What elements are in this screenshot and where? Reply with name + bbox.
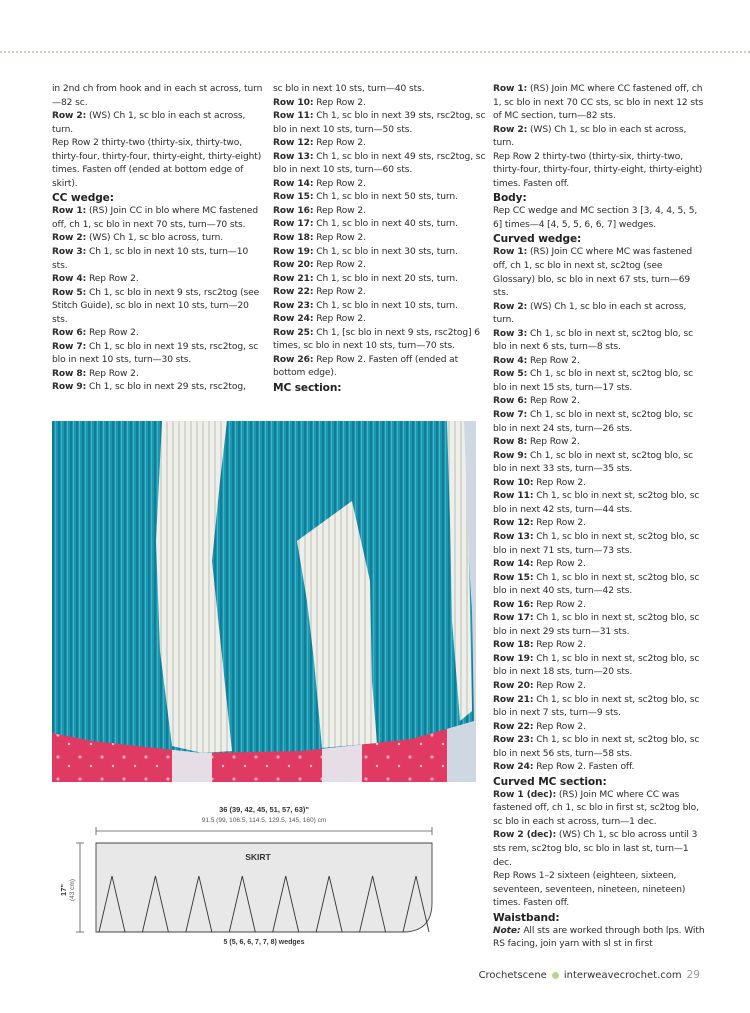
skirt-label: SKIRT: [245, 852, 271, 862]
row-label: Row 1 (dec):: [493, 789, 557, 800]
pattern-row: [273, 205, 487, 219]
row-label: Row 10:: [493, 477, 534, 488]
section-heading-mc-section: MC section:: [273, 382, 342, 395]
row-list: [493, 83, 707, 151]
row-list: [493, 789, 707, 870]
pattern-row: [273, 313, 487, 327]
row-text: (RS) Join MC where CC was fastened off, ch 1, sc blo in first st, sc2tog blo, sc blo in each st across, turn—1 dec.: [493, 789, 699, 827]
row-label: Row 26:: [273, 354, 314, 365]
pattern-row: [273, 327, 487, 354]
pattern-row: [493, 124, 707, 151]
row-label: Row 15:: [493, 572, 534, 583]
row-label: Row 14:: [493, 559, 534, 570]
row-label: Row 1:: [493, 84, 528, 94]
row-label: Row 17:: [493, 613, 534, 624]
row-label: Row 10:: [273, 97, 314, 108]
row-text: Ch 1, sc blo in next 20 sts, turn.: [313, 273, 458, 284]
row-list: [273, 97, 487, 381]
row-label: Row 7:: [493, 410, 528, 421]
pattern-row: [273, 110, 487, 137]
row-text: Ch 1, sc blo in next 30 sts, turn.: [313, 246, 458, 257]
row-label: Row 19:: [273, 246, 314, 257]
pattern-row: [493, 558, 707, 572]
row-label: Row 2 (dec):: [493, 830, 557, 841]
row-text: Ch 1, sc blo in next st, sc2tog blo, sc blo in next 15 sts, turn—17 sts.: [493, 369, 694, 393]
row-text: Rep Row 2.: [313, 287, 366, 298]
row-label: Row 22:: [273, 287, 314, 298]
row-text: Rep Row 2.: [533, 477, 586, 488]
height-inches: 17": [59, 884, 68, 896]
paragraph: Rep Row 2 thirty-two (thirty-six, thirty-two, thirty-four, thirty-four, thirty-eight, thirty-eight) times. Fasten off (ended at bottom edge of skirt).: [52, 138, 262, 189]
width-inches: 36 (39, 42, 45, 51, 57, 63)": [219, 805, 309, 814]
pattern-row: [493, 612, 707, 639]
row-text: Rep Row 2.: [313, 314, 366, 325]
pattern-row: [273, 273, 487, 287]
row-label: Row 1:: [52, 206, 87, 217]
pattern-row: [493, 477, 707, 491]
row-text: Ch 1, sc blo in next st, sc2tog blo, sc blo in next 7 sts, turn—9 sts.: [493, 694, 700, 719]
pattern-row: [273, 178, 487, 192]
paragraph: Rep CC wedge and MC section 3 [3, 4, 4, 5, 5, 6] times—4 [4, 5, 5, 6, 6, 7] wedges.: [493, 206, 698, 230]
pattern-row: [52, 327, 266, 341]
row-label: Row 12:: [493, 518, 534, 529]
magazine-name: Crochetscene: [478, 970, 547, 981]
pattern-row: [52, 381, 266, 395]
pattern-row: [493, 301, 707, 328]
pattern-row: [493, 639, 707, 653]
top-dotted-rule: [0, 51, 750, 53]
row-text: Rep Row 2.: [313, 205, 366, 216]
pattern-row: [493, 694, 707, 721]
row-text: Ch 1, sc blo in next 39 sts, rsc2tog, sc blo in next 10 sts, turn—50 sts.: [273, 111, 486, 135]
pattern-row: [493, 328, 707, 355]
row-text: Rep Row 2.: [527, 437, 580, 448]
text-column-3: [493, 83, 707, 952]
row-label: Row 12:: [273, 138, 314, 149]
row-label: Row 11:: [273, 111, 314, 122]
pattern-row: [52, 287, 266, 328]
row-text: Rep Row 2.: [86, 368, 139, 379]
paragraph: in 2nd ch from hook and in each st across, turn—82 sc.: [52, 84, 263, 108]
pattern-row: [52, 341, 266, 368]
width-cm: 91.5 (99, 106.5, 114.5, 129.5, 145, 160) cm: [201, 817, 327, 824]
pattern-row: [493, 829, 707, 870]
pattern-row: [493, 789, 707, 830]
wedge-count-label: 5 (5, 6, 6, 7, 7, 8) wedges: [223, 939, 305, 946]
row-label: Row 24:: [493, 762, 534, 773]
pattern-row: [493, 490, 707, 517]
page-footer: [0, 969, 700, 981]
row-label: Row 17:: [273, 219, 314, 230]
pattern-row: [493, 436, 707, 450]
pattern-row: [273, 232, 487, 246]
row-list: [52, 205, 266, 395]
row-label: Row 22:: [493, 721, 534, 732]
row-text: Rep Row 2.: [533, 559, 586, 570]
row-label: Row 2:: [493, 124, 528, 135]
row-text: Ch 1, sc blo in next st, sc2tog blo, sc blo in next 33 sts, turn—35 sts.: [493, 450, 694, 475]
pattern-row: [52, 232, 266, 246]
section-heading-curved-mc: Curved MC section:: [493, 775, 607, 788]
row-label: Row 11:: [493, 491, 534, 502]
skirt-illustration: [52, 421, 476, 782]
pattern-row: [493, 572, 707, 599]
row-text: Rep Row 2.: [313, 138, 366, 149]
pattern-row: [493, 761, 707, 775]
row-label: Row 19:: [493, 653, 534, 664]
row-text: Ch 1, sc blo in next st, sc2tog blo, sc blo in next 18 sts, turn—20 sts.: [493, 653, 700, 678]
row-label: Row 18:: [493, 640, 534, 651]
row-label: Row 25:: [273, 327, 314, 338]
row-text: Ch 1, sc blo in next 49 sts, rsc2tog, sc blo in next 10 sts, turn—60 sts.: [273, 151, 486, 176]
pattern-row: [273, 151, 487, 178]
text-column-2: [273, 83, 487, 395]
row-label: Row 3:: [52, 247, 87, 258]
row-text: Ch 1, sc blo in next st, sc2tog blo, sc blo in next 29 sts turn—31 sts.: [493, 613, 700, 637]
row-text: (RS) Join CC in blo where MC fastened off, ch 1, sc blo in next 70 sts, turn—70 sts.: [52, 206, 259, 230]
row-text: Ch 1, sc blo in next 50 sts, turn.: [313, 192, 458, 203]
row-label: Row 20:: [493, 680, 534, 691]
note: Note: All sts are worked through both lps. With RS facing, join yarn with sl st in first: [493, 925, 705, 950]
row-text: Ch 1, sc blo in next st, sc2tog blo, sc blo in next 71 sts, turn—73 sts.: [493, 531, 700, 556]
pattern-row: [52, 368, 266, 382]
row-label: Row 7:: [52, 341, 87, 352]
pattern-row: [493, 246, 707, 300]
row-text: Rep Row 2.: [533, 518, 586, 529]
pattern-row: [493, 531, 707, 558]
section-heading-curved-wedge: Curved wedge:: [493, 233, 582, 246]
row-label: Row 24:: [273, 314, 314, 325]
row-text: Rep Row 2.: [527, 396, 580, 407]
row-text: (WS) Ch 1, sc blo in each st across, turn.: [493, 301, 687, 326]
row-label: Row 9:: [52, 382, 87, 393]
pattern-row: [493, 450, 707, 477]
row-label: Row 9:: [493, 450, 528, 461]
pattern-row: [493, 355, 707, 369]
row-text: (RS) Join MC where CC fastened off, ch 1, sc blo in next 70 CC sts, sc blo in next 12 sts of MC section, turn—82 sts.: [493, 84, 704, 122]
pattern-row: [493, 83, 707, 124]
row-label: Row 21:: [493, 694, 534, 705]
row-label: Row 2:: [52, 233, 87, 244]
row-label: Row 8:: [493, 437, 528, 448]
pattern-row: [273, 218, 487, 232]
row-label: Row 2:: [493, 301, 528, 312]
row-label: Row 14:: [273, 178, 314, 189]
row-label: Row 16:: [273, 205, 314, 216]
row-text: Rep Row 2.: [527, 355, 580, 366]
row-text: Ch 1, sc blo in next st, sc2tog blo, sc blo in next 6 sts, turn—8 sts.: [493, 328, 694, 353]
row-text: Ch 1, [sc blo in next 9 sts, rsc2tog] 6 times, sc blo in next 10 sts, turn—70 sts.: [273, 327, 480, 352]
row-label: Row 1:: [493, 247, 528, 258]
pattern-row: [273, 191, 487, 205]
paragraph: sc blo in next 10 sts, turn—40 sts.: [273, 84, 425, 94]
row-text: Ch 1, sc blo in next 40 sts, turn.: [313, 219, 458, 230]
pattern-row: [273, 137, 487, 151]
row-text: (WS) Ch 1, sc blo across, turn.: [86, 233, 224, 244]
row-label: Row 21:: [273, 273, 314, 284]
row-text: Ch 1, sc blo in next 29 sts, rsc2tog,: [86, 382, 246, 393]
website-link[interactable]: interweavecrochet.com: [563, 970, 682, 981]
paragraph: Rep Rows 1–2 sixteen (eighteen, sixteen, seventeen, seventeen, nineteen, nineteen) times. Fasten off.: [493, 871, 686, 909]
pattern-row: [273, 300, 487, 314]
section-heading-body: Body:: [493, 192, 527, 205]
text-column-1: [52, 83, 266, 395]
row-text: Ch 1, sc blo in next st, sc2tog blo, sc blo in next 56 sts, turn—58 sts.: [493, 735, 700, 759]
row-text: Rep Row 2.: [86, 328, 139, 339]
row-label: Row 3:: [493, 328, 528, 339]
pattern-row: [273, 246, 487, 260]
teal-skirt: [52, 421, 474, 753]
row-label: Row 23:: [493, 735, 534, 746]
row-label: Row 13:: [273, 151, 314, 162]
pattern-row: [52, 273, 266, 287]
row-label: Row 13:: [493, 531, 534, 542]
pattern-row: [52, 246, 266, 273]
row-label: Row 23:: [273, 300, 314, 311]
pattern-row: Row 2: (WS) Ch 1, sc blo in each st across, turn.: [52, 111, 246, 135]
pattern-row: [493, 599, 707, 613]
pattern-row: [273, 97, 487, 111]
row-text: Ch 1, sc blo in next st, sc2tog blo, sc blo in next 40 sts, turn—42 sts.: [493, 572, 700, 597]
pattern-row: [273, 259, 487, 273]
row-text: Rep Row 2.: [313, 233, 366, 244]
pattern-row: [273, 286, 487, 300]
row-text: Rep Row 2.: [533, 721, 586, 732]
row-label: Row 16:: [493, 599, 534, 610]
pattern-row: [493, 517, 707, 531]
row-text: Ch 1, sc blo in next 19 sts, rsc2tog, sc blo in next 10 sts, turn—30 sts.: [52, 341, 259, 366]
pattern-row: [52, 205, 266, 232]
row-text: Rep Row 2. Fasten off.: [533, 762, 635, 773]
row-label: Row 8:: [52, 368, 87, 379]
row-label: Row 5:: [52, 287, 87, 298]
paragraph: Rep Row 2 thirty-two (thirty-six, thirty-two, thirty-four, thirty-four, thirty-eight, thirty-eight) times. Fasten off.: [493, 151, 703, 189]
pattern-row: [493, 368, 707, 395]
section-heading-waistband: Waistband:: [493, 911, 560, 924]
row-text: Rep Row 2.: [86, 274, 139, 285]
pattern-row: [493, 409, 707, 436]
row-label: Row 4:: [52, 274, 87, 285]
row-label: Row 5:: [493, 369, 528, 380]
row-label: Row 4:: [493, 355, 528, 366]
section-heading-cc-wedge: CC wedge:: [52, 192, 114, 205]
row-text: Rep Row 2.: [533, 640, 586, 651]
skirt-photo: [52, 421, 476, 782]
bullet-dot-icon: [552, 972, 559, 979]
pattern-row: [493, 653, 707, 680]
row-text: (RS) Join CC where MC was fastened off, ch 1, sc blo in next st, sc2tog (see Glossary) blo, sc blo in next 67 sts, turn—69 sts.: [493, 247, 693, 299]
row-label: Row 18:: [273, 233, 314, 244]
row-text: (WS) Ch 1, sc blo in each st across, turn.: [493, 124, 687, 149]
row-text: Rep Row 2.: [313, 260, 366, 271]
row-list: [493, 246, 707, 774]
row-label: Row 6:: [52, 328, 87, 339]
row-text: Rep Row 2.: [533, 599, 586, 610]
pattern-row: [493, 395, 707, 409]
row-label: Row 6:: [493, 396, 528, 407]
row-text: Ch 1, sc blo in next 10 sts, turn—10 sts.: [52, 247, 249, 271]
row-text: (WS) Ch 1, sc blo across until 3 sts rem, sc2tog blo, sc blo in last st, turn—1 dec.: [493, 830, 698, 868]
row-text: Ch 1, sc blo in next 10 sts, turn.: [313, 300, 458, 311]
height-cm: (43 cm): [69, 878, 76, 902]
row-label: Row 20:: [273, 260, 314, 271]
row-text: Ch 1, sc blo in next st, sc2tog blo, sc blo in next 42 sts, turn—44 sts.: [493, 491, 700, 515]
skirt-schematic: [52, 798, 476, 958]
schematic-drawing: [52, 798, 476, 958]
row-text: Rep Row 2.: [533, 680, 586, 691]
row-text: Rep Row 2.: [313, 97, 366, 108]
row-text: Ch 1, sc blo in next st, sc2tog blo, sc blo in next 24 sts, turn—26 sts.: [493, 410, 694, 434]
pattern-row: [493, 721, 707, 735]
pattern-row: [493, 680, 707, 694]
page-number: 29: [686, 969, 700, 981]
pattern-row: [493, 734, 707, 761]
row-text: Ch 1, sc blo in next 9 sts, rsc2tog (see Stitch Guide), sc blo in next 10 sts, turn—20 sts.: [52, 287, 260, 325]
row-label: Row 15:: [273, 192, 314, 203]
row-text: Rep Row 2.: [313, 178, 366, 189]
pattern-row: [273, 354, 487, 381]
row-text: Rep Row 2. Fasten off (ended at bottom edge).: [273, 354, 459, 379]
